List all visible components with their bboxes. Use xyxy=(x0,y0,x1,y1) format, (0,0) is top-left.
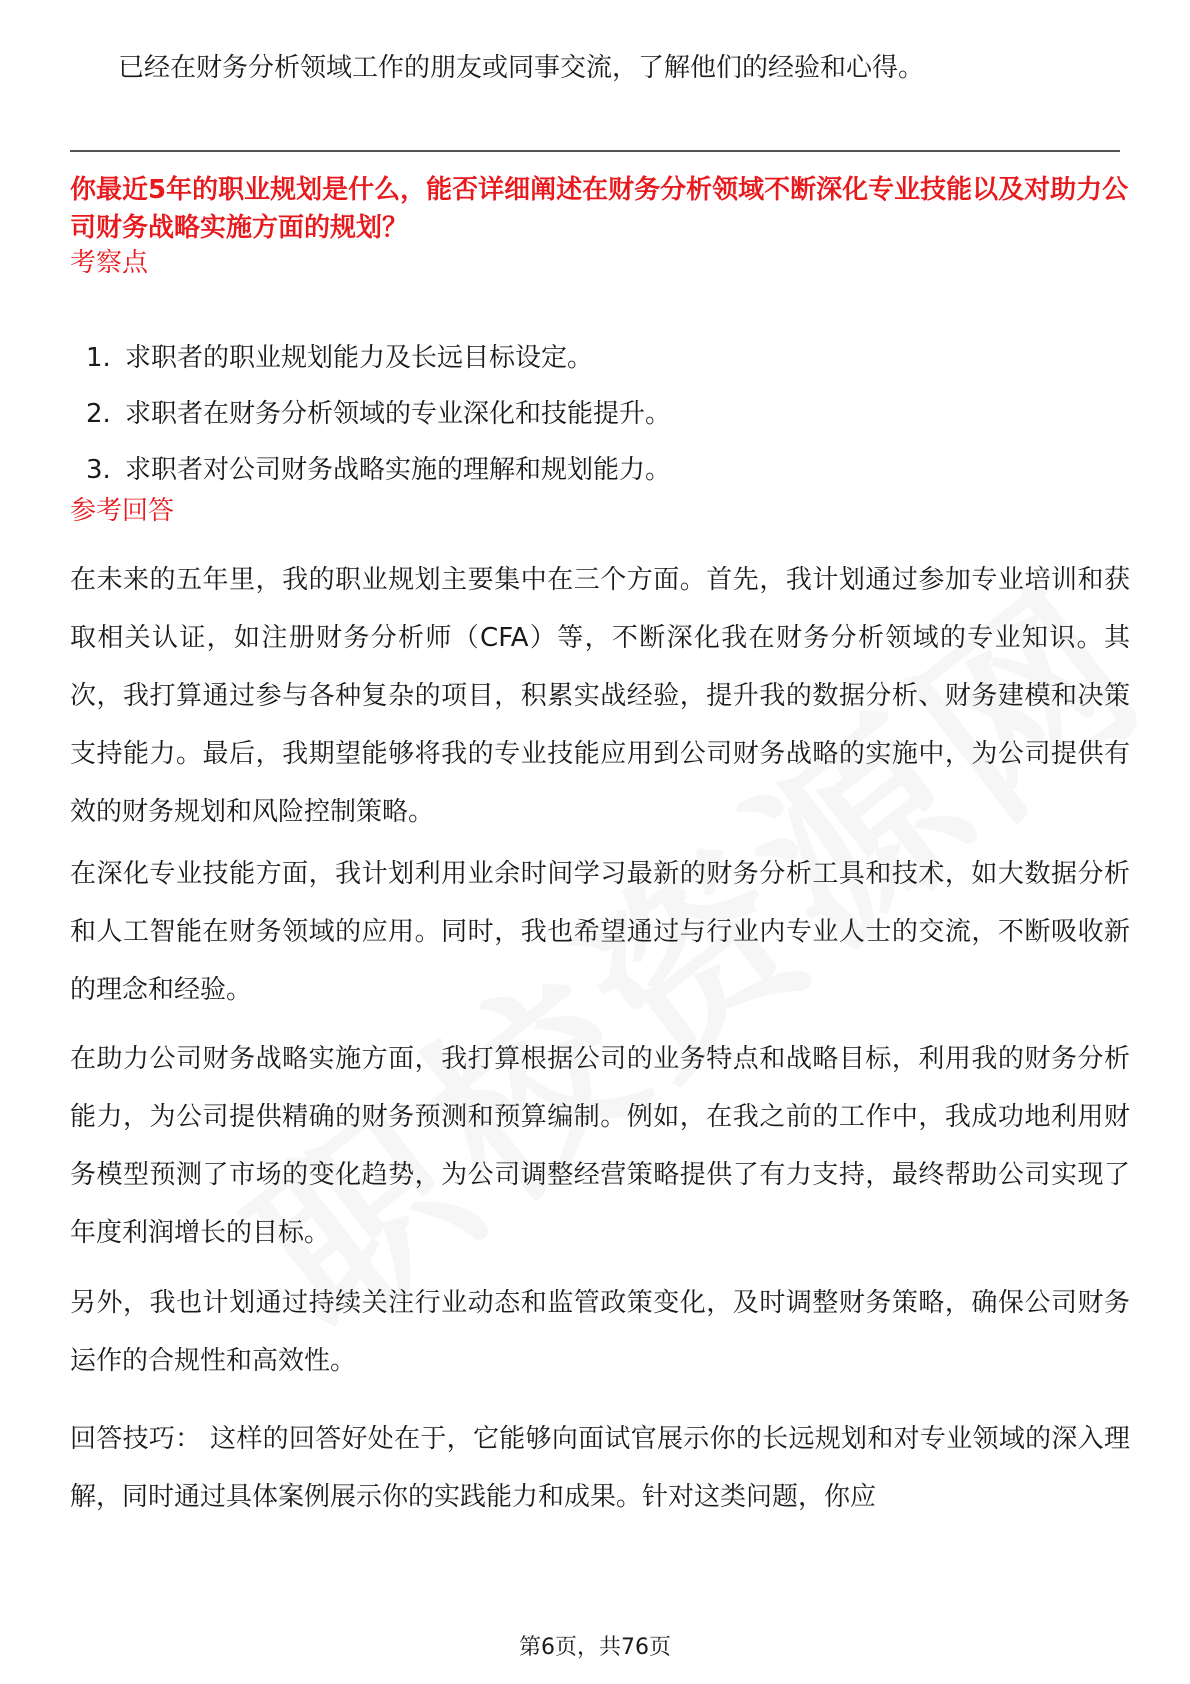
page-number-footer: 第6页，共76页 xyxy=(519,1635,671,1660)
list-item xyxy=(70,450,1070,506)
list-item xyxy=(70,338,1070,394)
answer-paragraph: 在深化专业技能方面，我计划利用业余时间学习最新的财务分析工具和技术，如大数据分析和人工智能在财务领域的应用。同时，我也希望通过与行业内专业人士的交流，不断吸收新的理念和经验。 xyxy=(70,859,1130,1005)
answer-heading: 参考回答 xyxy=(70,496,175,526)
list-item-text: 求职者的职业规划能力及长远目标设定。 xyxy=(125,343,594,373)
list-item xyxy=(70,394,1070,450)
answer-paragraph: 在未来的五年里，我的职业规划主要集中在三个方面。首先，我计划通过参加专业培训和获取相关认证，如注册财务分析师（CFA）等，不断深化我在财务分析领域的专业知识。其次，我打算通过参与各种复杂的项目，积累实战经验，提升我的数据分析、财务建模和决策支持能力。最后，我期望能够将我的专业技能应用到公司财务战略的实施中，为公司提供有效的财务规划和风险控制策略。 xyxy=(70,565,1130,827)
list-item-text: 求职者对公司财务战略实施的理解和规划能力。 xyxy=(125,455,672,485)
lead-text: 已经在财务分析领域工作的朋友或同事交流，了解他们的经验和心得。 xyxy=(118,53,925,83)
answer-tips-paragraph: 回答技巧： 这样的回答好处在于，它能够向面试官展示你的长远规划和对专业领域的深入理解，同时通过具体案例展示你的实践能力和成果。针对这类问题，你应 xyxy=(70,1424,1130,1512)
list-item-text: 求职者在财务分析领域的专业深化和技能提升。 xyxy=(125,399,672,429)
list-item-number: 3. xyxy=(86,455,111,485)
assessment-list xyxy=(70,338,1070,506)
list-item-number: 2. xyxy=(86,399,111,429)
section-divider xyxy=(70,150,1120,152)
answer-paragraph: 另外，我也计划通过持续关注行业动态和监管政策变化，及时调整财务策略，确保公司财务运作的合规性和高效性。 xyxy=(70,1288,1130,1376)
question-heading: 你最近5年的职业规划是什么，能否详细阐述在财务分析领域不断深化专业技能以及对助力公司财务战略实施方面的规划？ xyxy=(70,175,1129,243)
list-item-number: 1. xyxy=(86,343,111,373)
answer-paragraph: 在助力公司财务战略实施方面，我打算根据公司的业务特点和战略目标，利用我的财务分析能力，为公司提供精确的财务预测和预算编制。例如，在我之前的工作中，我成功地利用财务模型预测了市场的变化趋势，为公司调整经营策略提供了有力支持，最终帮助公司实现了年度利润增长的目标。 xyxy=(70,1044,1130,1248)
assessment-heading: 考察点 xyxy=(70,248,149,278)
